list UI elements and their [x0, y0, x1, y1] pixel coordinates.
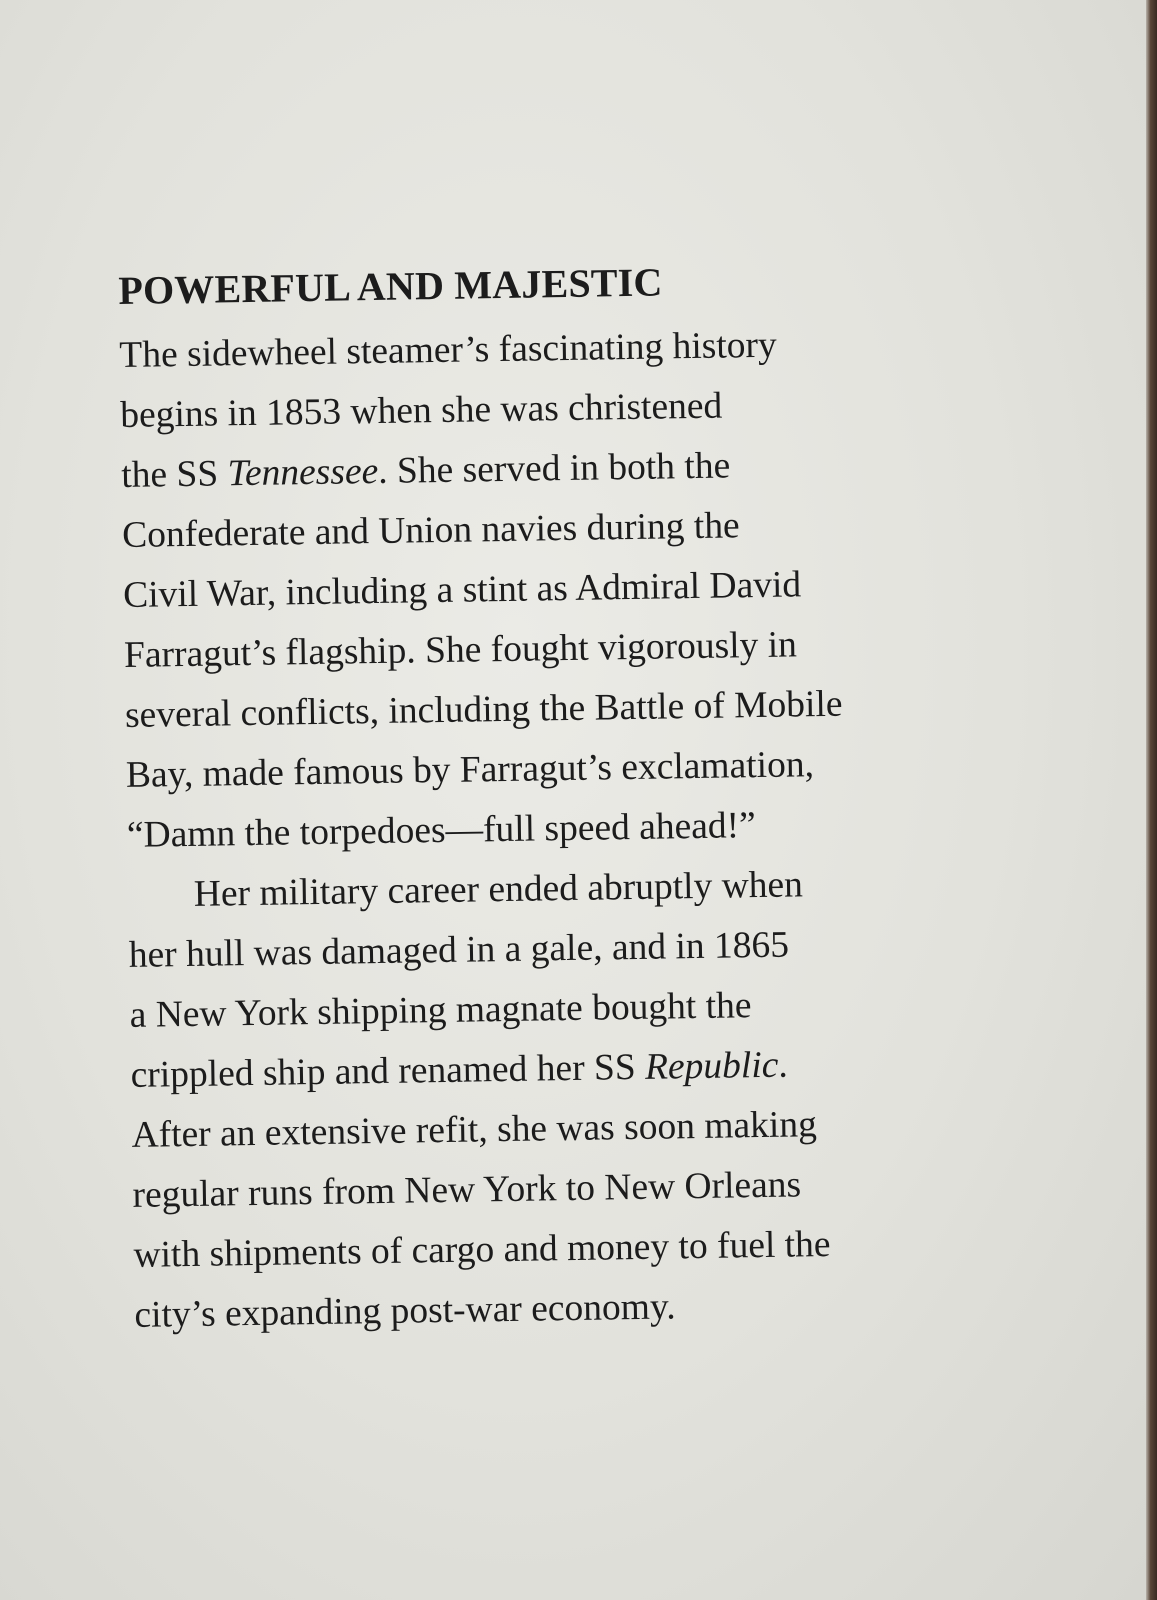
- section-heading: POWERFUL AND MAJESTIC: [118, 259, 663, 313]
- paragraph-line: “Damn the torpedoes—full speed ahead!”: [126, 805, 757, 856]
- paragraph-line: her hull was damaged in a gale, and in 1865: [128, 924, 790, 976]
- text-block: [118, 254, 1015, 1346]
- paragraph-line: Confederate and Union navies during the: [121, 505, 740, 556]
- paragraph-line: Farragut’s flagship. She fought vigorously in: [123, 624, 798, 676]
- ship-name-tennessee: Tennessee: [227, 450, 379, 495]
- paragraph-2: [127, 852, 1014, 1346]
- paragraph-1: [119, 312, 1007, 866]
- paragraph-line: Her military career ended abruptly when: [193, 864, 804, 915]
- paragraph-line: The sidewheel steamer’s fascinating history: [119, 324, 778, 376]
- ship-name-republic: Republic: [644, 1044, 779, 1088]
- paragraph-line: begins in 1853 when she was christened: [119, 385, 723, 436]
- page-edge: [1146, 0, 1157, 1600]
- paragraph-line: several conflicts, including the Battle of Mobile: [124, 683, 843, 736]
- paragraph-line: After an extensive refit, she was soon making: [131, 1104, 818, 1156]
- text-run: . She served in both the: [377, 445, 731, 492]
- paragraph-line: city’s expanding post-war economy.: [134, 1286, 676, 1336]
- paragraph-line: Bay, made famous by Farragut’s exclamation,: [125, 744, 815, 796]
- paragraph-line: with shipments of cargo and money to fuel the: [133, 1223, 831, 1276]
- paragraph-line: Civil War, including a stint as Admiral David: [122, 564, 802, 616]
- paragraph-line: a New York shipping magnate bought the: [129, 985, 752, 1036]
- text-run: .: [778, 1044, 789, 1086]
- text-run: crippled ship and renamed her SS: [130, 1046, 646, 1096]
- text-run: the SS: [120, 453, 228, 496]
- paragraph-line: regular runs from New York to New Orleans: [132, 1164, 802, 1216]
